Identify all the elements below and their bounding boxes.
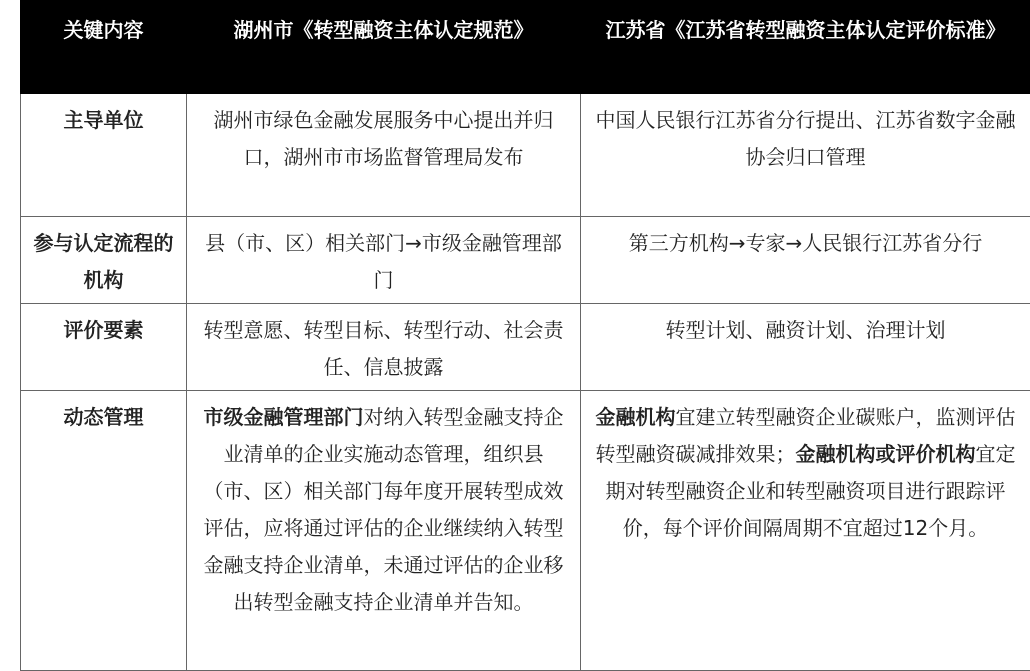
- huzhou-cell: 转型意愿、转型目标、转型行动、社会责任、信息披露: [187, 304, 581, 391]
- row-key: 主导单位: [21, 94, 187, 217]
- jiangsu-cell: [581, 391, 1030, 671]
- comparison-table: [20, 0, 1030, 671]
- header-huzhou: 湖州市《转型融资主体认定规范》: [187, 1, 581, 94]
- huzhou-cell: 湖州市绿色金融发展服务中心提出并归口，湖州市市场监督管理局发布: [187, 94, 581, 217]
- table-row: [21, 217, 1030, 304]
- table-header-row: [21, 1, 1030, 94]
- jiangsu-text-2: 宜定期对转型融资企业和转型融资项目进行跟踪评价，每个评价间隔周期不宜超过12个月。: [606, 442, 1016, 540]
- jiangsu-cell: 中国人民银行江苏省分行提出、江苏省数字金融协会归口管理: [581, 94, 1030, 217]
- header-key-content: 关键内容: [21, 1, 187, 94]
- row-key: 评价要素: [21, 304, 187, 391]
- table-row: [21, 304, 1030, 391]
- jiangsu-bold-term-2: 金融机构或评价机构: [796, 442, 976, 466]
- jiangsu-cell: 第三方机构→专家→人民银行江苏省分行: [581, 217, 1030, 304]
- jiangsu-bold-term-1: 金融机构: [596, 405, 676, 429]
- jiangsu-text-1: 宜建立转型融资企业碳账户，监测评估转型融资碳减排效果；: [596, 405, 1016, 466]
- header-jiangsu: 江苏省《江苏省转型融资主体认定评价标准》: [581, 1, 1030, 94]
- huzhou-text: 对纳入转型金融支持企业清单的企业实施动态管理，组织县（市、区）相关部门每年度开展转型成效评估，应将通过评估的企业继续纳入转型金融支持企业清单，未通过评估的企业移出转型金融支持企业清单并告知。: [204, 405, 564, 614]
- table-row: [21, 391, 1030, 671]
- table-row: [21, 94, 1030, 217]
- row-key: 参与认定流程的机构: [21, 217, 187, 304]
- huzhou-cell: 县（市、区）相关部门→市级金融管理部门: [187, 217, 581, 304]
- jiangsu-cell: 转型计划、融资计划、治理计划: [581, 304, 1030, 391]
- huzhou-cell: [187, 391, 581, 671]
- row-key: 动态管理: [21, 391, 187, 671]
- huzhou-bold-term: 市级金融管理部门: [204, 405, 364, 429]
